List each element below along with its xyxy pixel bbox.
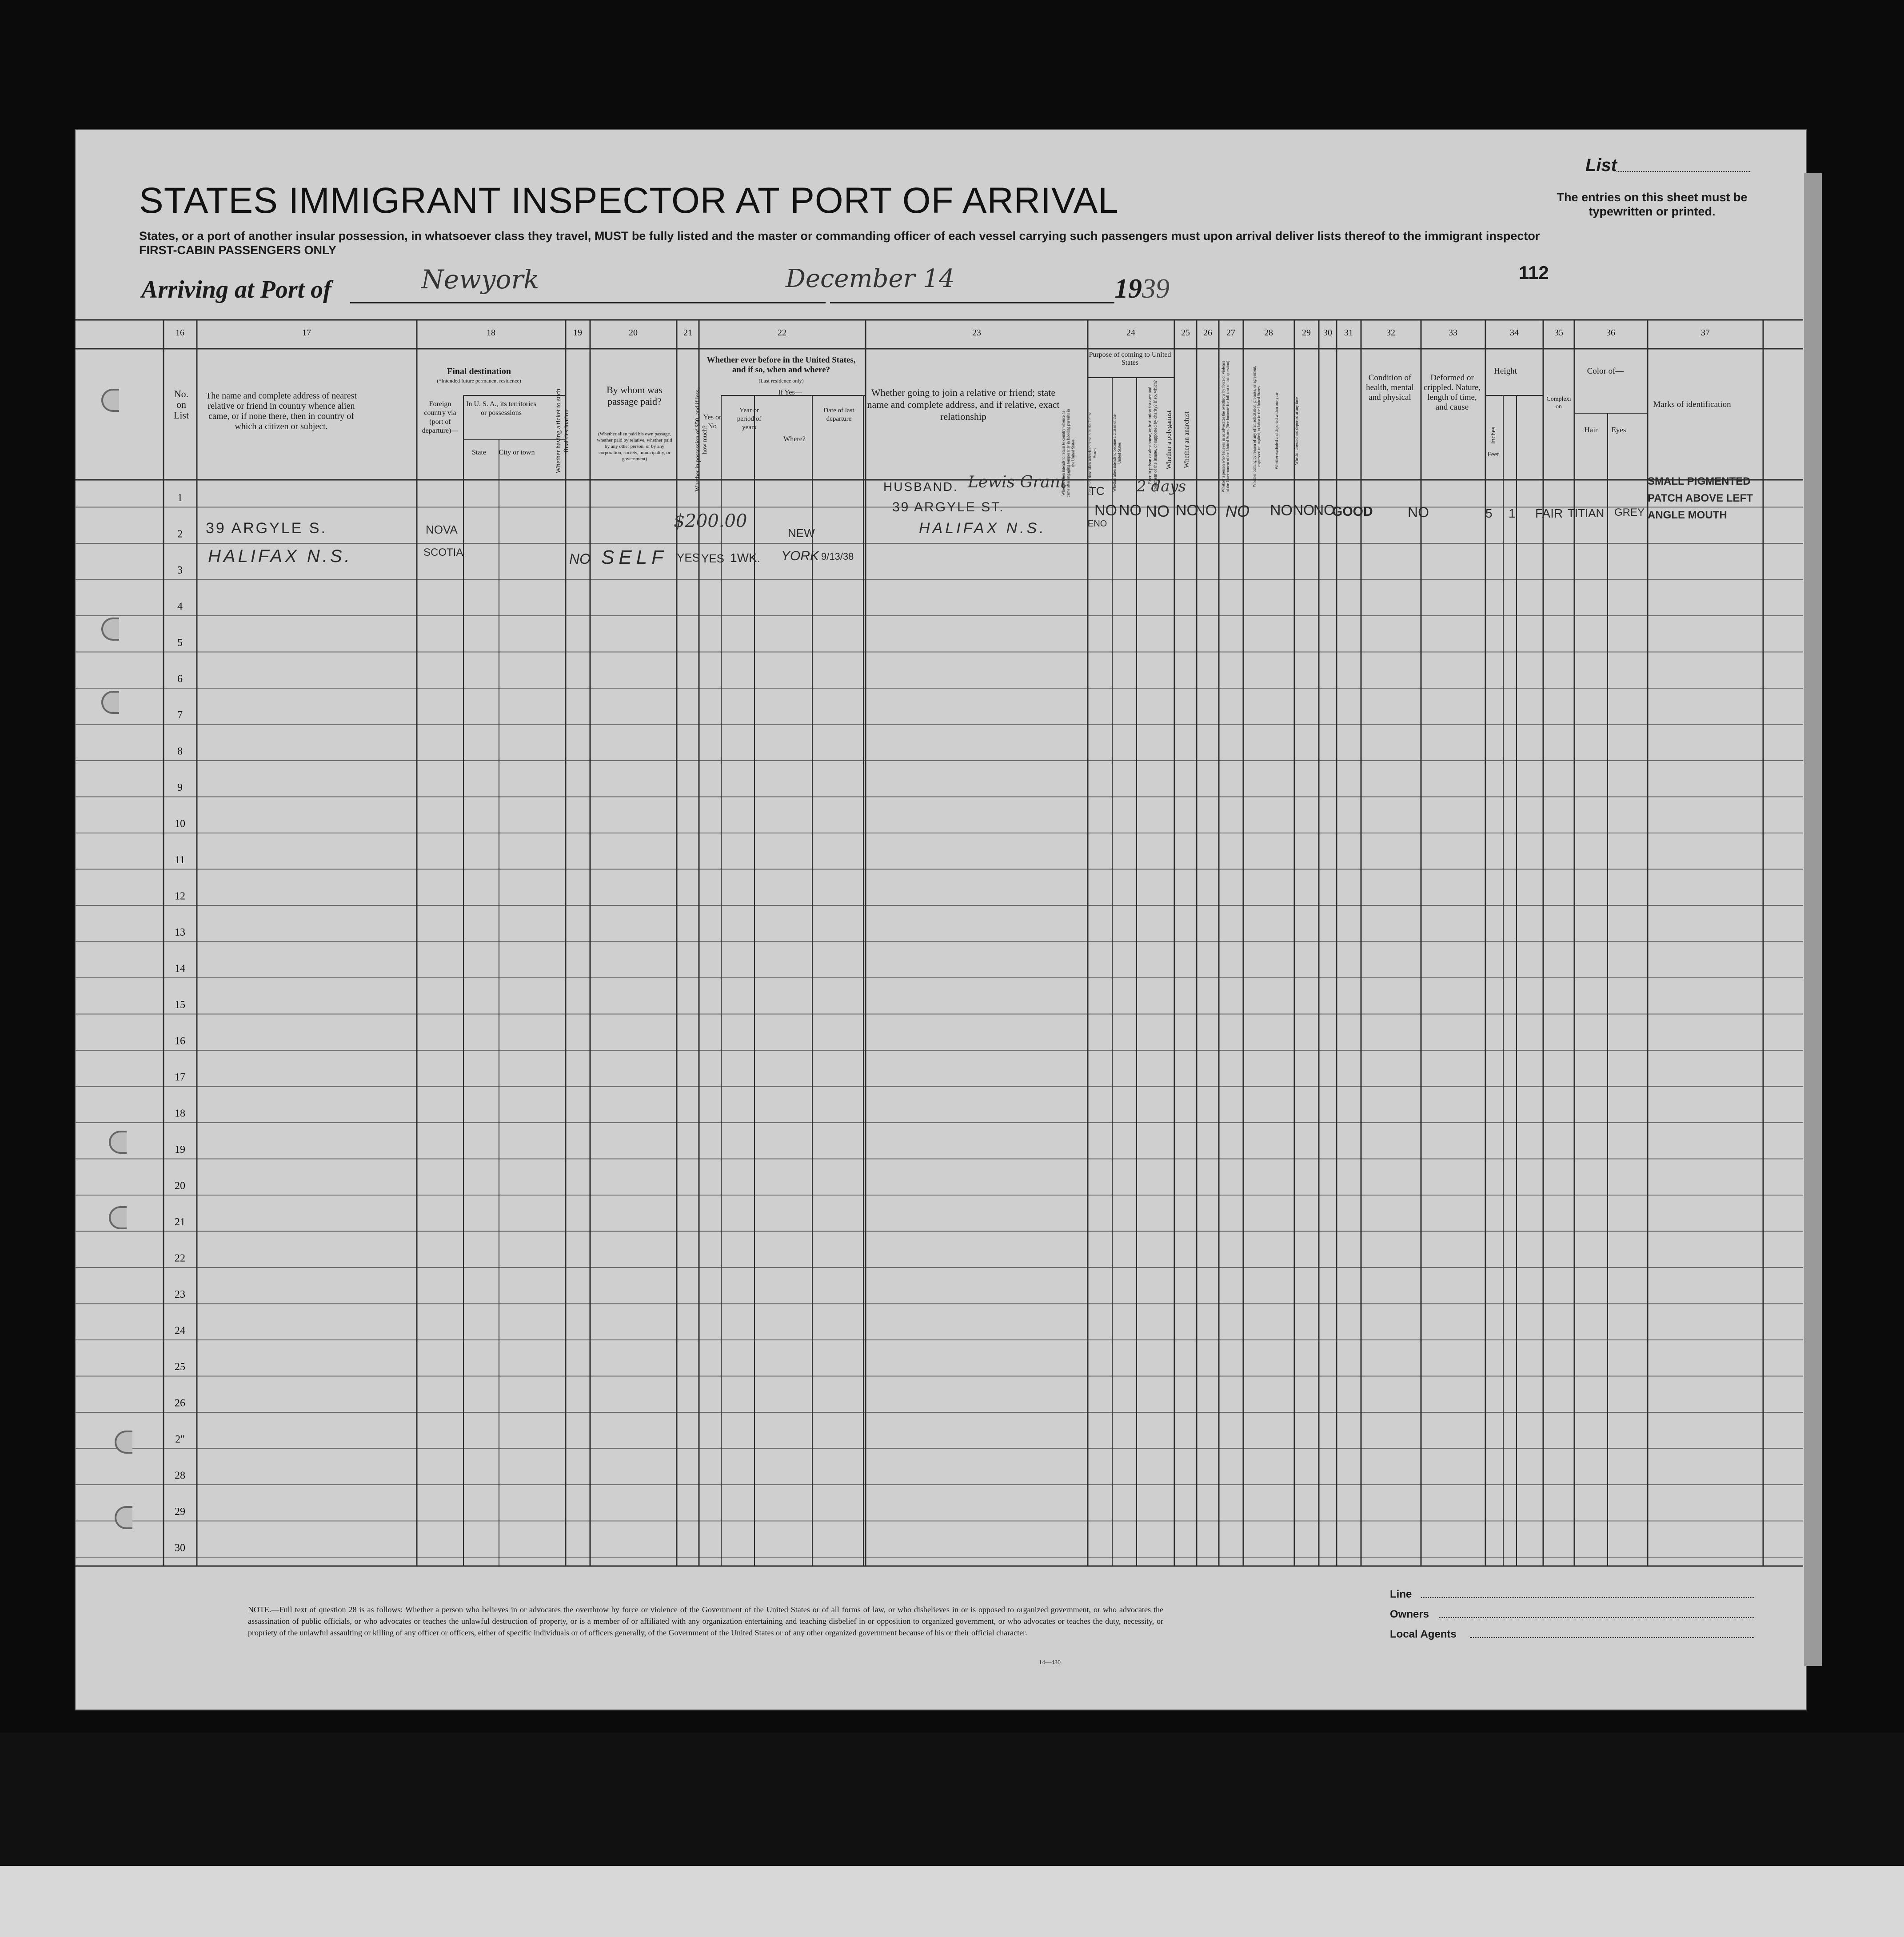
intends-citizen-header: Whether alien intends to become a citizen of the United States (1112, 415, 1122, 492)
row-number: 29 (175, 1506, 185, 1518)
entry-excluded: NO (1293, 502, 1314, 518)
column-number: 26 (1203, 328, 1212, 338)
row-number: 20 (175, 1180, 185, 1192)
intends-return-header: Whether alien intends to return to country whence he came after engaging temporarily in laboring pursuits in the United States (1061, 409, 1075, 498)
entry-health: GOOD (1332, 504, 1373, 519)
year-prefix: 19 (1114, 274, 1142, 304)
entry-purpose-1: TC (1089, 484, 1105, 498)
entry-labor: NO (1270, 502, 1293, 519)
column-number: 25 (1181, 328, 1190, 338)
col-18-header: Final destination (447, 367, 511, 376)
manifest-table (75, 129, 1807, 1710)
entry-height-feet: 5 (1485, 506, 1493, 520)
col-33-header: Deformed or crippled. Nature, length of time, and cause (1423, 373, 1481, 412)
row-number: 28 (175, 1470, 185, 1482)
column-number: 29 (1302, 328, 1311, 338)
in-usa-header: In U. S. A., its territories or possessions (466, 400, 536, 417)
column-number: 33 (1449, 328, 1457, 338)
foreign-country-header: Foreign country via (port of departure)— (422, 400, 459, 434)
manifest-sheet (75, 129, 1807, 1710)
entry-join-line-2: 39 ARGYLE ST. (892, 500, 1005, 514)
row-number: 15 (175, 999, 185, 1011)
col-35-header: Complexion (1546, 396, 1571, 410)
col-22-header: Whether ever before in the United States, and if so, when and where? (707, 355, 856, 375)
entry-money-yes: YES (677, 551, 700, 564)
column-number: 28 (1264, 328, 1273, 338)
line-label: Line (1390, 1588, 1412, 1600)
state-header: State (472, 449, 486, 456)
column-number: 30 (1323, 328, 1332, 338)
feet-header: Feet (1487, 451, 1499, 458)
column-number: 23 (972, 328, 981, 338)
column-number: 36 (1606, 328, 1615, 338)
local-agents-label: Local Agents (1390, 1628, 1457, 1640)
year-suffix: 39 (1142, 274, 1170, 304)
row-number: 25 (175, 1361, 185, 1373)
entry-polygamist: NO (1176, 502, 1198, 519)
col-27-header: Whether an anarchist (1183, 411, 1190, 468)
entry-prison: NO (1146, 502, 1170, 520)
entry-ticket: NO (569, 551, 591, 567)
row-number: 18 (175, 1108, 185, 1120)
instructions-line-1: States, or a port of another insular possession, in whatsoever class they travel, MUST be fully listed and the master or commanding officer of each vessel carrying such passengers must upon arrival deliver lists thereof to the immigrant inspector (139, 229, 1540, 243)
entry-marks-line-1: SMALL PIGMENTED (1648, 475, 1751, 487)
last-departure-header: Date of last departure (823, 407, 854, 422)
entry-destination-line-2: SCOTIA (423, 546, 463, 558)
entry-where-line-2: YORK (781, 549, 819, 563)
entry-complexion: FAIR (1535, 506, 1563, 520)
row-number: 5 (177, 637, 183, 649)
col-31-header: Whether arrested and deported at any time (1294, 397, 1299, 465)
yes-no-header: Yes or No (703, 414, 722, 430)
col-26-header: Whether a polygamist (1166, 410, 1173, 470)
local-agents-field (1470, 1637, 1754, 1638)
entry-money: $200.00 (674, 511, 747, 531)
footnote: NOTE.—Full text of question 28 is as follows: Whether a person who believes in or advocates the overthrow by force or violence of the Government of the United States or of all forms of law, or who disbelieves in or is opposed to organized government, or who advocates the assassination of public officials, or who advocates or teaches the unlawful destruction of property, or is a member of or affiliated with any organization entertaining and teaching disbelief in or opposition to organized government, or who advocates or teaches the duty, necessity, or propriety of the unlawful assaulting or killing of any officer or officers, either of specific individuals or of officers generally, of the Government of the United States or of any other organized government because of his or their official character. (248, 1605, 1163, 1637)
year-period-header: Year or period of years (737, 407, 762, 431)
row-number: 16 (175, 1035, 185, 1047)
line-field (1421, 1597, 1754, 1598)
typewritten-notice: The entries on this sheet must be typewritten or printed. (1557, 191, 1748, 218)
row-number: 30 (175, 1542, 185, 1554)
col-18-subheader: (*Intended future permanent residence) (437, 378, 521, 384)
col-30-header: Whether excluded and deported within one year (1274, 392, 1279, 470)
entry-hair: TITIAN (1568, 506, 1605, 520)
scan-border (0, 1733, 1904, 1934)
entry-last-departure: 9/13/38 (821, 551, 854, 562)
column-number: 27 (1226, 328, 1235, 338)
col-36-header: Color of— (1587, 367, 1624, 376)
entry-length-stay: 2 days (1137, 478, 1186, 495)
row-number: 22 (175, 1252, 185, 1264)
row-number: 2" (175, 1434, 185, 1445)
col-25-header: Ever in prison or almshouse, or institution for care and treatment of the insane, or supported by charity? If so, which? (1148, 380, 1158, 491)
col-37-header: Marks of identification (1653, 400, 1731, 409)
length-of-stay-header: Length of time alien intends to remain in the United States (1088, 411, 1097, 495)
sheet-edge (1804, 173, 1822, 1666)
col-32-header: Condition of health, mental and physical (1366, 373, 1414, 402)
column-number: 17 (302, 328, 311, 338)
instructions-line-2: FIRST-CABIN PASSENGERS ONLY (139, 243, 337, 257)
col-20-header: By whom was passage paid? (607, 384, 663, 407)
column-number: 31 (1344, 328, 1353, 338)
col-21-header: Whether in possession of $50, and if less, how much? (695, 388, 708, 492)
port-value: Newyork (421, 264, 539, 295)
where-header: Where? (783, 435, 806, 443)
entry-overthrow: NO (1225, 502, 1249, 520)
eyes-header: Eyes (1611, 426, 1626, 434)
row-number: 10 (175, 818, 185, 830)
inches-header: Inches (1490, 426, 1497, 444)
row-number: 7 (177, 709, 183, 721)
entry-where-line-1: NEW (788, 526, 815, 540)
column-number: 21 (683, 328, 692, 338)
row-number: 24 (175, 1325, 185, 1337)
col-34-header: Height (1494, 367, 1517, 376)
passage-note: (Whether alien paid his own passage, whether paid by relative, whether paid by any other person, or by any corporation, society, municipality, or government) (597, 431, 672, 462)
column-number: 24 (1126, 328, 1135, 338)
entry-stay-no: NO (1094, 502, 1117, 519)
page-title: STATES IMMIGRANT INSPECTOR AT PORT OF ARRIVAL (139, 180, 1119, 221)
date-value: December 14 (786, 264, 955, 293)
column-number: 22 (778, 328, 786, 338)
entry-deformed: NO (1408, 504, 1429, 520)
owners-label: Owners (1390, 1608, 1429, 1620)
entry-anarchist: NO (1194, 502, 1217, 519)
entry-citizen: NO (1119, 502, 1142, 519)
row-number: 9 (177, 782, 183, 793)
row-number: 8 (177, 745, 183, 757)
entry-join-name: Lewis Grant (968, 473, 1067, 491)
row-number: 12 (175, 890, 185, 902)
hair-header: Hair (1584, 426, 1598, 434)
scan-paper-sliver (0, 1866, 1904, 1937)
entry-marks-line-3: ANGLE MOUTH (1648, 509, 1727, 521)
row-number: 2 (177, 528, 183, 540)
page-number: 112 (1519, 262, 1549, 283)
column-number: 19 (573, 328, 582, 338)
row-number: 26 (175, 1397, 185, 1409)
entry-passage-paid-by: SELF (601, 546, 668, 568)
entry-arrested: NO (1313, 502, 1335, 518)
col-24-header: Purpose of coming to United States (1089, 351, 1171, 367)
entry-purpose-2: ENO (1088, 519, 1107, 529)
row-number: 21 (175, 1216, 185, 1228)
list-label: List (1585, 155, 1617, 175)
col-23-header: Whether going to join a relative or friend; state name and complete address, and if relative, exact relationship (867, 387, 1060, 422)
entry-join-line-1: HUSBAND. (883, 480, 958, 494)
col-19-header: Whether having a ticket to such final destination (555, 388, 570, 474)
entry-address-line-2: HALIFAX N.S. (208, 546, 352, 566)
row-number: 14 (175, 963, 185, 975)
entry-address-line-1: 39 ARGYLE S. (206, 520, 327, 537)
entry-eyes: GREY (1614, 506, 1645, 518)
entry-height-inches: 1 (1509, 506, 1516, 520)
city-header: City or town (499, 449, 535, 456)
entry-join-line-3: HALIFAX N.S. (919, 520, 1046, 537)
row-number: 6 (177, 673, 183, 685)
entry-been-before: YES (701, 552, 725, 565)
col-22-subheader: (Last residence only) (758, 378, 804, 384)
row-number: 1 (177, 492, 183, 504)
entry-period: 1WK. (730, 551, 761, 565)
form-code: 14—430 (1039, 1659, 1061, 1666)
column-number: 18 (487, 328, 495, 338)
column-number: 34 (1510, 328, 1519, 338)
row-number: 11 (175, 854, 185, 866)
row-number: 19 (175, 1144, 185, 1156)
column-number: 35 (1554, 328, 1563, 338)
column-number: 16 (176, 328, 184, 338)
arriving-label: Arriving at Port of (141, 276, 331, 303)
row-number: 3 (177, 565, 183, 576)
col-17-header: The name and complete address of nearest relative or friend in country whence alien came, or if none there, then in country of which a citizen or subject. (206, 391, 357, 431)
column-number: 32 (1386, 328, 1395, 338)
row-number: 13 (175, 927, 185, 938)
col-29-header: Whether coming by reason of any offer, solicitation, promise, or agreement, expressed or implied, to labor in the United States (1252, 366, 1261, 487)
entry-destination-line-1: NOVA (426, 523, 458, 536)
if-yes-header: If Yes— (778, 389, 802, 396)
row-number: 17 (175, 1072, 185, 1083)
row-number: 4 (177, 601, 183, 613)
row-number: 23 (175, 1289, 185, 1300)
owners-field (1439, 1617, 1754, 1618)
col-28-header: Whether a person who believes in or advocates the overthrow by force or violence of the Government of the United States (See footnote for full text of this question) (1221, 360, 1230, 493)
column-number: 37 (1701, 328, 1710, 338)
column-number: 20 (629, 328, 638, 338)
entry-marks-line-2: PATCH ABOVE LEFT (1648, 492, 1753, 504)
col-16-header: No. on List (173, 388, 189, 421)
